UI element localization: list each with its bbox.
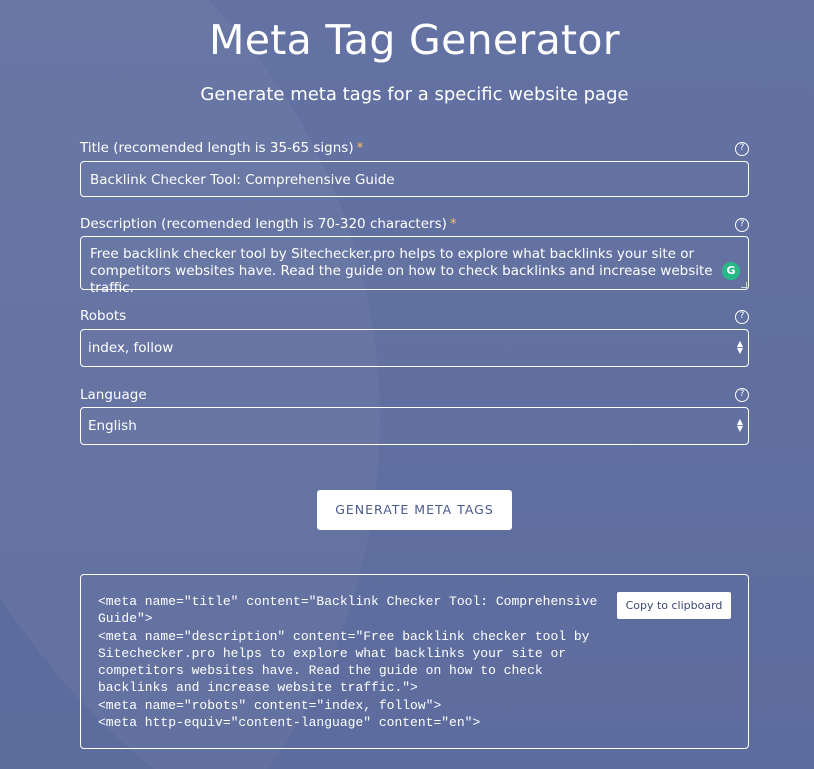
resize-handle[interactable] [741,282,747,288]
up-down-caret-icon: ▲ ▼ [736,339,743,355]
page-title: Meta Tag Generator [209,16,620,64]
robots-selected-value: index, follow [88,340,174,356]
copy-to-clipboard-button[interactable]: Copy to clipboard [617,592,731,619]
description-textarea[interactable] [80,236,749,296]
question-circle-icon[interactable]: ? [735,310,749,324]
required-mark: * [356,140,364,156]
description-field-label [80,216,457,232]
description-text: Free backlink checker tool by Sitechecker.pro helps to explore what backlinks your site or competitors websites have. Read the guide on how to check backlinks and increase website traffic. [90,246,713,296]
robots-select[interactable] [80,329,749,367]
page-subtitle: Generate meta tags for a specific website page [200,84,629,105]
grammarly-icon[interactable]: G [722,262,740,280]
required-mark: * [449,216,457,232]
title-input[interactable]: Backlink Checker Tool: Comprehensive Guide [80,161,749,197]
language-select[interactable] [80,407,749,445]
language-field-label: Language [80,387,147,403]
language-selected-value: English [88,418,137,434]
generated-meta-code[interactable]: <meta name="title" content="Backlink Checker Tool: Comprehensive Guide"> <meta name="description" content="Free backlink checker tool by Sitechecker.pro helps to explore what backlinks your site or competitors websites have. Read the guide on how to check backlinks and increase website traffic."> <meta name="robots" content="index, follow"> <meta http-equiv="content-language" content="en"> [98,594,598,731]
title-field-label [80,140,363,156]
robots-field-label: Robots [80,308,127,324]
question-circle-icon[interactable]: ? [735,218,749,232]
up-down-caret-icon: ▲ ▼ [736,417,743,433]
question-circle-icon[interactable]: ? [735,142,749,156]
generate-meta-tags-button[interactable]: GENERATE META TAGS [317,490,512,530]
generated-code-box [80,574,749,749]
question-circle-icon[interactable]: ? [735,388,749,402]
description-label-text: Description (recomended length is 70-320 characters) [80,216,447,232]
title-label-text: Title (recomended length is 35-65 signs) [80,140,354,156]
